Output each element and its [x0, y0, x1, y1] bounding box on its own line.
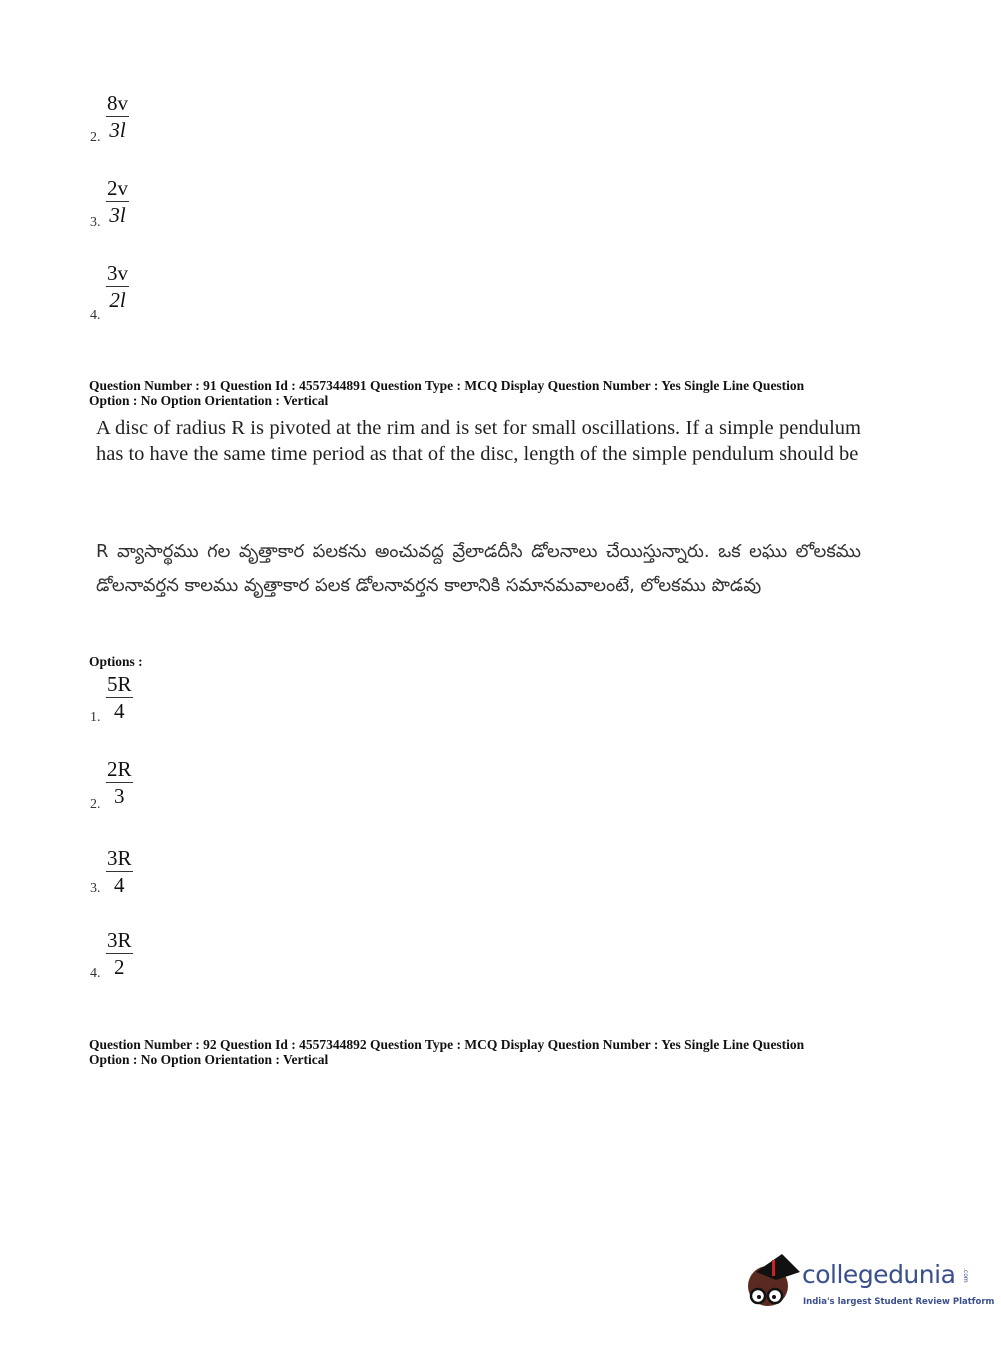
option-number: 3. [90, 215, 101, 230]
collegedunia-logo [742, 1250, 995, 1320]
option-number: 2. [90, 797, 101, 812]
option-fraction: $\frac{3R}{4}$ [107, 846, 132, 897]
question-meta: Question Number : 91 Question Id : 4557344891 Question Type : MCQ Display Question Number : Yes Single Line Question Option : No Option Orientation : Vertical [89, 378, 805, 408]
option-number: 4. [90, 308, 101, 323]
question-text-english: A disc of radius R is pivoted at the rim and is set for small oscillations. If a simple pendulum has to have the same time period as that of the disc, length of the simple pendulum should be [96, 417, 861, 465]
option-number: 4. [90, 966, 101, 981]
mascot-icon [742, 1250, 804, 1320]
option-number: 1. [90, 710, 101, 725]
option-number: 3. [90, 881, 101, 896]
option-number: 2. [90, 130, 101, 145]
option-fraction: $\frac{2R}{3}$ [107, 757, 132, 808]
option-fraction: $\frac{2v}{3l}$ [107, 176, 128, 227]
option-fraction: $\frac{3v}{2l}$ [107, 261, 128, 312]
question-meta: Question Number : 92 Question Id : 4557344892 Question Type : MCQ Display Question Number : Yes Single Line Question Option : No Option Orientation : Vertical [89, 1037, 805, 1067]
logo-tagline: India's largest Student Review Platform [803, 1297, 995, 1307]
question-text-telugu: R వ్యాసార్థము గల వృత్తాకార పలకను అంచువద్ద వ్రేలాడదీసి డోలనాలు చేయిస్తున్నారు. ఒక లఘు లోలకము డోలనావర్తన కాలము వృత్తాకార పలక డోలనావర్తన కాలానికి సమానమవాలంటే, లోలకము పొడవు [96, 541, 861, 596]
option-fraction: $\frac{5R}{4}$ [107, 672, 132, 723]
options-label: Options : [89, 654, 143, 669]
option-fraction: $\frac{3R}{2}$ [107, 928, 132, 979]
logo-wordmark: collegedunia [802, 1260, 956, 1289]
logo-suffix: .com [962, 1268, 969, 1283]
option-fraction: $\frac{8v}{3l}$ [107, 91, 128, 142]
